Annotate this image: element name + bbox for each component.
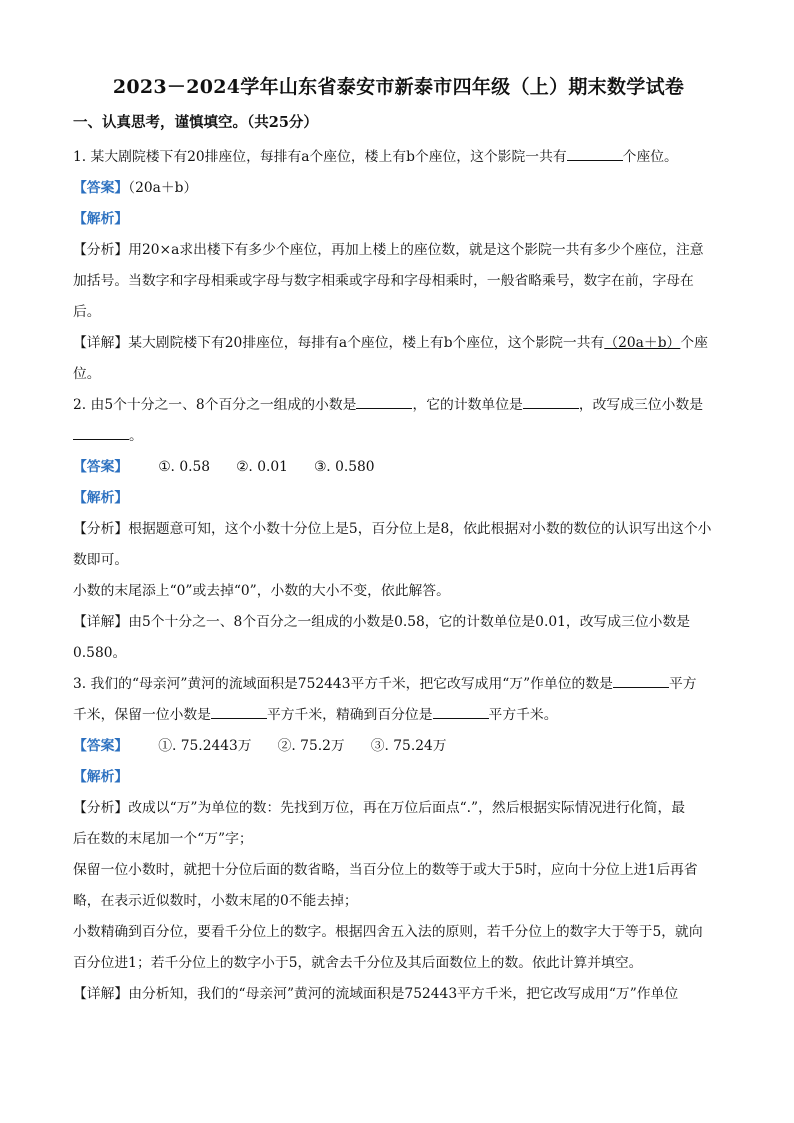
section-heading: 一、认真思考，谨慎填空。（共25分） [73, 114, 318, 131]
answer-blank [356, 394, 412, 409]
q1-jiexi [73, 204, 724, 235]
q2-stem-2: 。 [73, 421, 724, 452]
q3-fenxi-3: 保留一位小数时，就把十分位后面的数省略，当百分位上的数等于或大于5时，应向十分位上进1后再省 [73, 862, 698, 878]
q3-fenxi-6: 百分位进1；若千分位上的数字小于5，就舍去千分位及其后面数位上的数。依此计算并填空。 [73, 955, 643, 971]
xiangjie-label: 【详解】 [73, 335, 129, 351]
q1-fenxi-2: 加括号。当数字和字母相乘或字母与数字相乘或字母和字母相乘时，一般省略乘号，数字在前，字母在 [73, 273, 694, 289]
answer-item: ②. 0.01 [236, 459, 288, 475]
q3-fenxi-5: 小数精确到百分位，要看千分位上的数字。根据四舍五入法的原则，若千分位上的数字大于等于5，就向 [73, 924, 703, 940]
fenxi-label: 【分析】 [73, 242, 129, 258]
xiangjie-label: 【详解】 [73, 986, 129, 1002]
q3-xiangjie-1: 【详解】由分析知，我们的“母亲河”黄河的流域面积是752443平方千米，把它改写成用“万”作单位 [73, 986, 679, 1002]
q1-answer: 【答案】（20a＋b） [73, 180, 198, 196]
q2-fenxi-3: 小数的末尾添上“0”或去掉“0”，小数的大小不变，依此解答。 [73, 583, 450, 599]
answer-blank [613, 673, 669, 688]
q2-xiangjie-1: 【详解】由5个十分之一、8个百分之一组成的小数是0.58，它的计数单位是0.01，改写成三位小数是 [73, 614, 691, 630]
q2-answer [73, 452, 724, 483]
jiexi-label: 【解析】 [73, 769, 129, 785]
answer-blank [433, 704, 489, 719]
q3-answer [73, 731, 724, 762]
q3-jiexi [73, 762, 724, 793]
answer-item: ③. 75.24万 [370, 738, 447, 754]
answer-label: 【答案】 [73, 459, 129, 475]
jiexi-label: 【解析】 [73, 211, 129, 227]
answer-item: ②. 75.2万 [277, 738, 345, 754]
q1-stem: 1. 某大剧院楼下有20排座位，每排有a个座位，楼上有b个座位，这个影院一共有 个座位。 [73, 142, 724, 173]
q3-stem-1: 3. 我们的“母亲河”黄河的流域面积是752443平方千米，把它改写成用“万”作单位的数是 平方 [73, 669, 724, 700]
xiangjie-label: 【详解】 [73, 614, 129, 630]
q1-fenxi-3: 后。 [73, 304, 101, 320]
answer-label: 【答案】 [73, 180, 129, 196]
answer-item: ①. 75.2443万 [158, 738, 252, 754]
answer-label: 【答案】 [73, 738, 129, 754]
fenxi-label: 【分析】 [73, 521, 129, 537]
q3-fenxi-2: 后在数的末尾加一个“万”字； [73, 831, 253, 847]
q1-fenxi-1: 【分析】用20×a求出楼下有多少个座位，再加上楼上的座位数，就是这个影院一共有多少个座位，注意 [73, 242, 704, 258]
fenxi-label: 【分析】 [73, 800, 129, 816]
underlined-answer: （20a＋b） [604, 335, 681, 351]
q2-jiexi [73, 483, 724, 514]
jiexi-label: 【解析】 [73, 490, 129, 506]
q2-fenxi-2: 数即可。 [73, 552, 129, 568]
q3-fenxi-1: 【分析】改成以“万”为单位的数：先找到万位，再在万位后面点“.”，然后根据实际情况进行化简，最 [73, 800, 686, 816]
answer-blank [567, 146, 623, 161]
answer-item: ①. 0.58 [158, 459, 211, 475]
q2-fenxi-1: 【分析】根据题意可知，这个小数十分位上是5，百分位上是8，依此根据对小数的数位的认识写出这个小 [73, 521, 712, 537]
answer-blank [211, 704, 267, 719]
q3-fenxi-4: 略，在表示近似数时，小数末尾的0不能去掉； [73, 893, 358, 909]
q1-xiangjie-1: 【详解】某大剧院楼下有20排座位，每排有a个座位，楼上有b个座位，这个影院一共有（20a＋b）个座 [73, 335, 708, 351]
answer-item: ③. 0.580 [313, 459, 375, 475]
q3-stem-2: 千米，保留一位小数是 平方千米，精确到百分位是 平方千米。 [73, 700, 724, 731]
q2-xiangjie-2: 0.580。 [73, 645, 127, 661]
answer-blank [523, 394, 579, 409]
q2-stem-1: 2. 由5个十分之一、8个百分之一组成的小数是 ，它的计数单位是 ，改写成三位小数是 [73, 390, 724, 421]
answer-blank [73, 425, 129, 440]
page-title: 2023－2024学年山东省泰安市新泰市四年级（上）期末数学试卷 [112, 76, 685, 98]
q1-xiangjie-2: 位。 [73, 366, 101, 382]
